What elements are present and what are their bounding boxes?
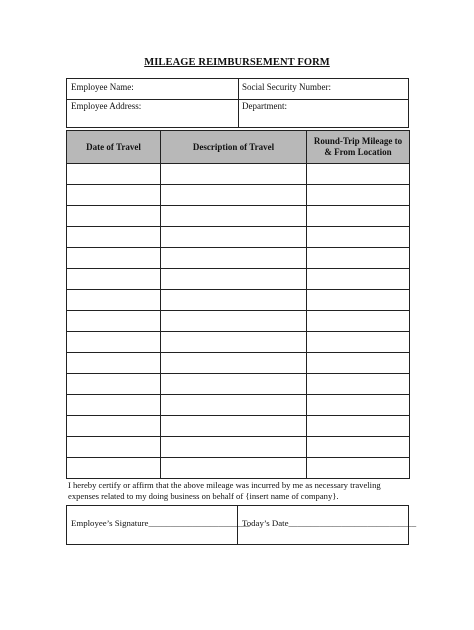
description-cell[interactable] [161,458,307,479]
table-row [67,311,410,332]
mileage-cell[interactable] [307,311,410,332]
certification-text: I hereby certify or affirm that the above mileage was incurred by me as necessary traveling expenses related to my doing business on behalf of {insert name of company}. [68,480,381,501]
date-cell[interactable] [67,311,161,332]
description-cell[interactable] [161,227,307,248]
mileage-cell[interactable] [307,248,410,269]
employee-signature-line: _______________________ [148,518,250,528]
mileage-cell[interactable] [307,269,410,290]
mileage-cell[interactable] [307,332,410,353]
description-cell[interactable] [161,395,307,416]
date-cell[interactable] [67,332,161,353]
description-cell[interactable] [161,269,307,290]
table-row [67,290,410,311]
table-row [67,269,410,290]
employee-address-label: Employee Address: [71,101,142,111]
ssn-label: Social Security Number: [242,82,331,92]
description-cell[interactable] [161,164,307,185]
mileage-cell[interactable] [307,290,410,311]
description-cell[interactable] [161,353,307,374]
department-label: Department: [242,101,287,111]
description-cell[interactable] [161,206,307,227]
description-cell[interactable] [161,416,307,437]
table-row [67,416,410,437]
table-row [67,206,410,227]
date-cell[interactable] [67,164,161,185]
mileage-cell[interactable] [307,437,410,458]
mileage-cell[interactable] [307,353,410,374]
form-title: MILEAGE REIMBURSEMENT FORM [144,57,330,68]
info-divider-vertical [238,79,239,128]
date-cell[interactable] [67,227,161,248]
date-cell[interactable] [67,290,161,311]
header-description-of-travel: Description of Travel [161,131,307,164]
table-row [67,164,410,185]
description-cell[interactable] [161,332,307,353]
mileage-cell[interactable] [307,458,410,479]
date-cell[interactable] [67,269,161,290]
table-header-row [67,131,410,164]
description-cell[interactable] [161,311,307,332]
date-cell[interactable] [67,248,161,269]
mileage-cell[interactable] [307,416,410,437]
header-round-trip-mileage: Round-Trip Mileage to & From Location [307,131,410,164]
mileage-cell[interactable] [307,164,410,185]
header-date-of-travel: Date of Travel [67,131,161,164]
todays-date-line: _____________________________ [288,518,417,528]
mileage-cell[interactable] [307,227,410,248]
table-row [67,248,410,269]
todays-date-label: Today’s Date [242,518,289,528]
date-cell[interactable] [67,458,161,479]
table-row [67,437,410,458]
employee-signature-field[interactable] [71,518,250,528]
date-cell[interactable] [67,437,161,458]
table-row [67,353,410,374]
date-cell[interactable] [67,395,161,416]
description-cell[interactable] [161,290,307,311]
date-cell[interactable] [67,374,161,395]
mileage-cell[interactable] [307,374,410,395]
description-cell[interactable] [161,185,307,206]
table-row [67,227,410,248]
mileage-cell[interactable] [307,206,410,227]
employee-name-label: Employee Name: [71,82,134,92]
date-cell[interactable] [67,416,161,437]
employee-signature-label: Employee’s Signature [71,518,149,528]
signature-box [66,505,417,545]
table-row [67,458,410,479]
table-row [67,395,410,416]
mileage-cell[interactable] [307,185,410,206]
info-divider-horizontal [67,99,408,100]
mileage-cell[interactable] [307,395,410,416]
date-cell[interactable] [67,206,161,227]
table-row [67,332,410,353]
todays-date-field[interactable] [242,518,416,528]
description-cell[interactable] [161,437,307,458]
employee-info-box [66,78,409,128]
description-cell[interactable] [161,374,307,395]
description-cell[interactable] [161,248,307,269]
table-row [67,374,410,395]
mileage-table [66,130,410,479]
table-row [67,185,410,206]
date-cell[interactable] [67,353,161,374]
date-cell[interactable] [67,185,161,206]
table-body [67,164,410,479]
